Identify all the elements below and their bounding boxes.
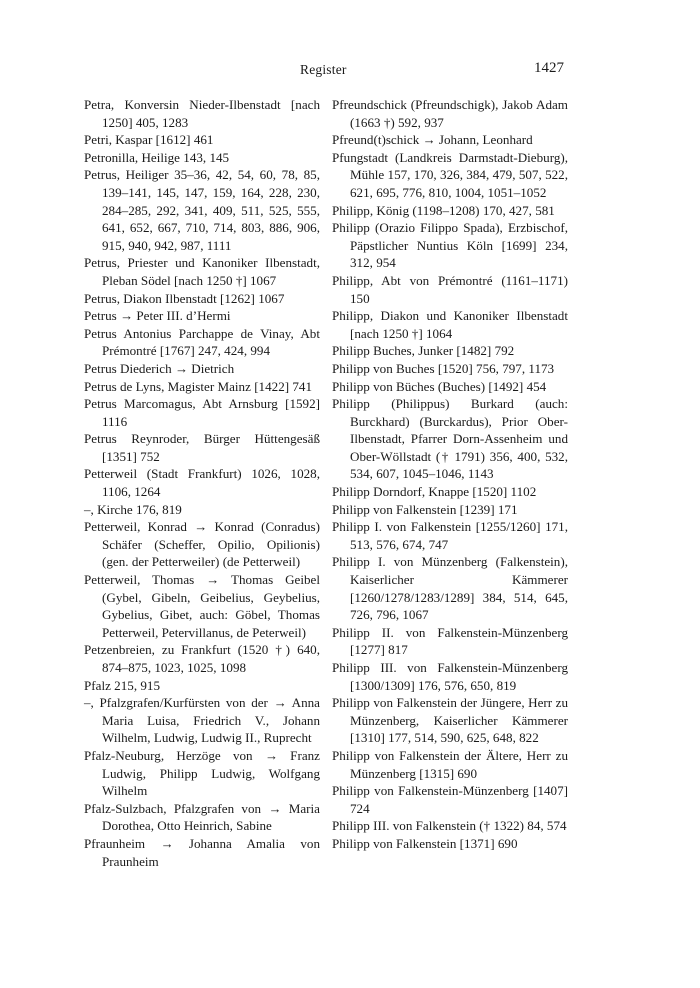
index-entry: Petrus, Priester und Kanoniker Ilbenstadt, Pleban Södel [nach 1250 †] 1067 [84,255,320,288]
index-entry: Petterweil, Thomas → Thomas Geibel (Gybel, Gibeln, Geibelius, Geybelius, Gybelius, Gibet, auch: Göbel, Thomas Petterweil, Petervillanus, de Peterweil) [84,572,320,640]
index-entry: Philipp I. von Falkenstein [1255/1260] 171, 513, 576, 674, 747 [332,519,568,552]
index-entry: Philipp III. von Falkenstein († 1322) 84, 574 [332,818,567,834]
index-entry: Petrus Marcomagus, Abt Arnsburg [1592] 1116 [84,396,320,429]
index-entry: Pfreundschick (Pfreundschigk), Jakob Adam (1663 †) 592, 937 [332,97,568,130]
index-entry: Philipp II. von Falkenstein-Münzenberg [1277] 817 [332,624,568,658]
index-entry: Philipp, Abt von Prémontré (1161–1171) 150 [332,272,568,306]
page-number: 1427 [534,60,564,76]
index-entry: Philipp (Orazio Filippo Spada), Erzbischof, Päpstlicher Nuntius Köln [1699] 234, 312, 954 [332,220,568,271]
index-entry: Petrus, Diakon Ilbenstadt [1262] 1067 [84,290,285,306]
index-entry: Philipp von Falkenstein [1371] 690 [332,835,518,851]
index-entry: Philipp von Buches [1520] 756, 797, 1173 [332,360,555,376]
index-entry: Petra, Konversin Nieder-Ilbenstadt [nach 1250] 405, 1283 [84,97,320,130]
index-entry: Philipp (Philippus) Burkard (auch: Burckhard) (Burckardus), Prior Ober-Ilbenstadt, Pfarrer Dorn-Assenheim und Ober-Wöllstadt († 1791) 356, 400, 532, 534, 607, 1045–1046, 1143 [332,396,568,482]
index-entry: Petri, Kaspar [1612] 461 [84,132,214,148]
index-entry: Pfungstadt (Landkreis Darmstadt-Dieburg), Mühle 157, 170, 326, 384, 479, 507, 522, 621, 695, 776, 810, 1004, 1051–1052 [332,149,568,200]
index-entry: Petrus Antonius Parchappe de Vinay, Abt Prémontré [1767] 247, 424, 994 [84,325,320,359]
index-entry: Philipp Buches, Junker [1482] 792 [332,343,515,359]
index-entry: Philipp von Falkenstein-Münzenberg [1407] 724 [332,783,568,816]
index-entry: Petronilla, Heilige 143, 145 [84,149,230,165]
index-entry: –, Kirche 176, 819 [84,501,182,517]
index-entry: Philipp, König (1198–1208) 170, 427, 581 [332,202,555,218]
index-entry: Philipp von Falkenstein der Ältere, Herr zu Münzenberg [1315] 690 [332,747,568,781]
index-entry: Petrus → Peter III. d’Hermi [84,308,231,324]
running-head-title: Register [300,62,347,77]
index-entry: –, Pfalzgrafen/Kurfürsten von der → Anna Maria Luisa, Friedrich V., Johann Wilhelm, Ludwig, Ludwig II., Ruprecht [84,695,320,746]
index-entry: Pfalz-Sulzbach, Pfalzgrafen von → Maria Dorothea, Otto Heinrich, Sabine [84,800,320,834]
index-column-left [84,96,320,870]
index-entry: Philipp III. von Falkenstein-Münzenberg [1300/1309] 176, 576, 650, 819 [332,660,568,693]
index-entry: Philipp von Falkenstein [1239] 171 [332,501,518,517]
index-column-right [332,96,568,853]
index-entry: Philipp, Diakon und Kanoniker Ilbenstadt [nach 1250 †] 1064 [332,308,568,341]
index-entry: Petrus Reynroder, Bürger Hüttengesäß [1351] 752 [84,431,320,464]
index-entry: Pfraunheim → Johanna Amalia von Praunheim [84,835,320,869]
index-entry: Petrus de Lyns, Magister Mainz [1422] 741 [84,378,313,394]
index-entry: Petterweil (Stadt Frankfurt) 1026, 1028, 1106, 1264 [84,466,320,500]
index-entry: Petrus Diederich → Dietrich [84,360,235,376]
index-entry: Philipp von Büches (Buches) [1492] 454 [332,378,547,394]
index-entry: Petterweil, Konrad → Konrad (Conradus) Schäfer (Scheffer, Opilio, Opilionis) (gen. der Petterweiler) (de Petterweil) [84,519,320,570]
index-entry: Philipp von Falkenstein der Jüngere, Herr zu Münzenberg, Kaiserlicher Kämmerer [1310] 177, 514, 590, 625, 648, 822 [332,695,568,746]
index-entry: Pfreund(t)schick → Johann, Leonhard [332,132,533,148]
index-entry: Petrus, Heiliger 35–36, 42, 54, 60, 78, 85, 139–141, 145, 147, 159, 164, 228, 230, 284–285, 292, 341, 409, 511, 525, 555, 641, 652, 667, 710, 714, 803, 886, 906, 915, 940, 942, 987, 1111 [84,167,320,253]
index-entry: Pfalz-Neuburg, Herzöge von → Franz Ludwig, Philipp Ludwig, Wolfgang Wilhelm [84,747,320,799]
index-entry: Philipp I. von Münzenberg (Falkenstein), Kaiserlicher Kämmerer [1260/1278/1283/1289] 384, 514, 645, 726, 796, 1067 [332,554,568,623]
index-entry: Pfalz 215, 915 [84,677,161,693]
index-entry: Petzenbreien, zu Frankfurt (1520 †) 640, 874–875, 1023, 1025, 1098 [84,642,320,675]
index-entry: Philipp Dorndorf, Knappe [1520] 1102 [332,484,537,500]
